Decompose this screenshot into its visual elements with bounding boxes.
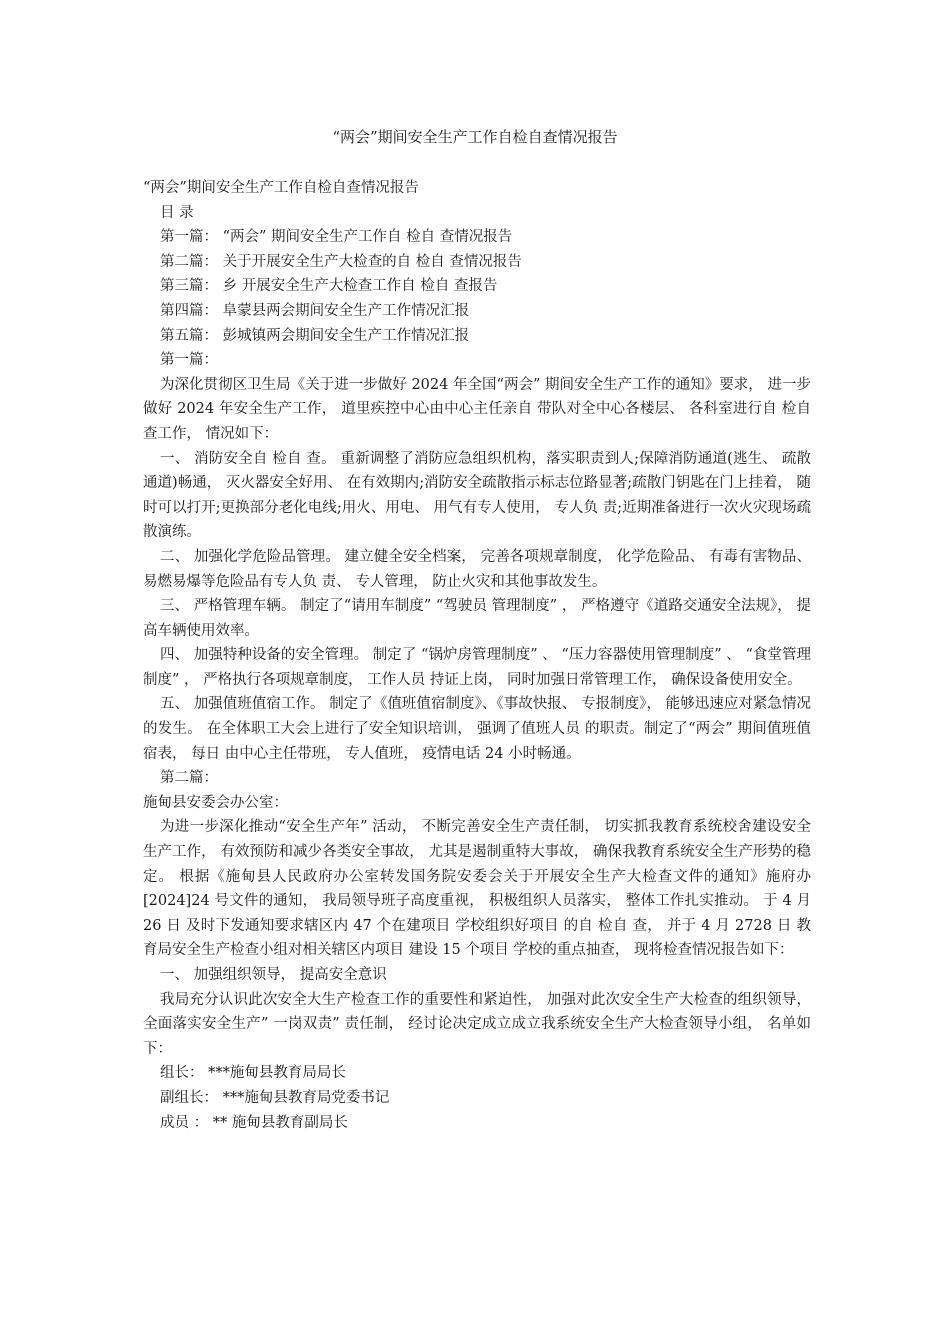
document-title: “两会”期间安全生产工作自检自查情况报告 (332, 128, 618, 146)
document-body (143, 176, 811, 1135)
member-line: 组长： ***施甸县教育局局长 (160, 1065, 346, 1082)
toc-label: 目 录 (160, 204, 194, 221)
part2-label: 第二篇： (160, 770, 218, 787)
part2-section-body: 我局充分认识此次安全大生产检查工作的重要性和紧迫性， 加强对此次安全生产大检查的组织领导， 全面落实安全生产” 一岗双责” 责任制， 经讨论决定成立成立我系统安全生产大检查领导小组， 名单如下： (143, 991, 811, 1057)
part1-item: 二、 加强化学危险品管理。 建立健全安全档案， 完善各项规章制度， 化学危险品、 有毒有害物品、 易燃易爆等危险品有专人负 责、 专人管理， 防止火灾和其他事故发生。 (143, 548, 811, 590)
part1-item: 一、 消防安全自 检自 查。 重新调整了消防应急组织机构，落实职责到人;保障消防通道(逃生、 疏散通道)畅通， 灭火器安全好用、 在有效期内;消防安全疏散指示标志位路显著;疏散门钥匙在门上挂着， 随时可以打开;更换部分老化电线;用火、用电、 用气有专人使用， 专人负 责;近期准备进行一次火灾现场疏散演练。 (143, 450, 811, 541)
part1-intro: 为深化贯彻区卫生局《关于进一步做好 2024 年全国“两会” 期间安全生产工作的通知》要求， 进一步做好 2024 年安全生产工作， 道里疾控中心由中心主任亲自 带队对全中心各楼层、 各科室进行自 检自 查工作， 情况如下： (143, 376, 811, 442)
toc-item: 第三篇： 乡 开展安全生产大检查工作自 检自 查报告 (160, 278, 498, 295)
part1-item: 三、 严格管理车辆。 制定了“请用车制度” “驾驶员 管理制度” ， 严格遵守《道路交通安全法规》， 提高车辆使用效率。 (143, 598, 811, 639)
member-line: 副组长： ***施甸县教育局党委书记 (160, 1089, 390, 1106)
toc-item: 第一篇： “两会” 期间安全生产工作自 检自 查情况报告 (160, 229, 513, 246)
part2-section-heading: 一、 加强组织领导， 提高安全意识 (160, 967, 387, 983)
part1-label: 第一篇： (160, 352, 218, 369)
part2-addressee: 施甸县安委会办公室： (143, 794, 288, 811)
part2-intro: 为进一步深化推动“安全生产年” 活动， 不断完善安全生产责任制， 切实抓我教育系统校舍建设安全生产工作， 有效预防和减少各类安全事故， 尤其是遏制重特大事故， 确保我教育系统安全生产形势的稳定。 根据《施甸县人民政府办公室转发国务院安委会关于开展安全生产大检查文件的通知》施府办[2024]24 号文件的通知， 我局领导班子高度重视， 积极组织人员落实， 整体工作扎实推动。 于 4 月 26 日 及时下发通知要求辖区内 47 个在建项目 学校组织好项目 的自 检自 查， 并于 4 月 2728 日 教育局安全生产检查小组对相关辖区内项目 建设 15 个项目 学校的重点抽查， 现将检查情况报告如下： (143, 819, 811, 959)
part1-item: 五、 加强值班值宿工作。 制定了《值班值宿制度》、《事故快报、 专报制度》， 能够迅速应对紧急情况的发生。 在全体职工大会上进行了安全知识培训， 强调了值班人员 的职责。制定了“两会” 期间值班值宿表， 每日 由中心主任带班， 专人值班， 疫情电话 24 小时畅通。 (143, 696, 811, 762)
member-line: 成员 ： ** 施甸县教育副局长 (160, 1114, 348, 1131)
toc-item: 第五篇： 彭城镇两会期间安全生产工作情况汇报 (160, 327, 470, 344)
part1-item: 四、 加强特种设备的安全管理。 制定了 “锅炉房管理制度” 、 “压力容器使用管理制度” 、 “食堂管理制度” ， 严格执行各项规章制度， 工作人员 持证上岗， 同时加强日常管理工作， 确保设备使用安全。 (143, 647, 811, 688)
toc-item: 第四篇： 阜蒙县两会期间安全生产工作情况汇报 (160, 302, 470, 319)
document-heading: “两会”期间安全生产工作自检自查情况报告 (143, 180, 419, 196)
toc-item: 第二篇： 关于开展安全生产大检查的自 检自 查情况报告 (160, 253, 522, 270)
